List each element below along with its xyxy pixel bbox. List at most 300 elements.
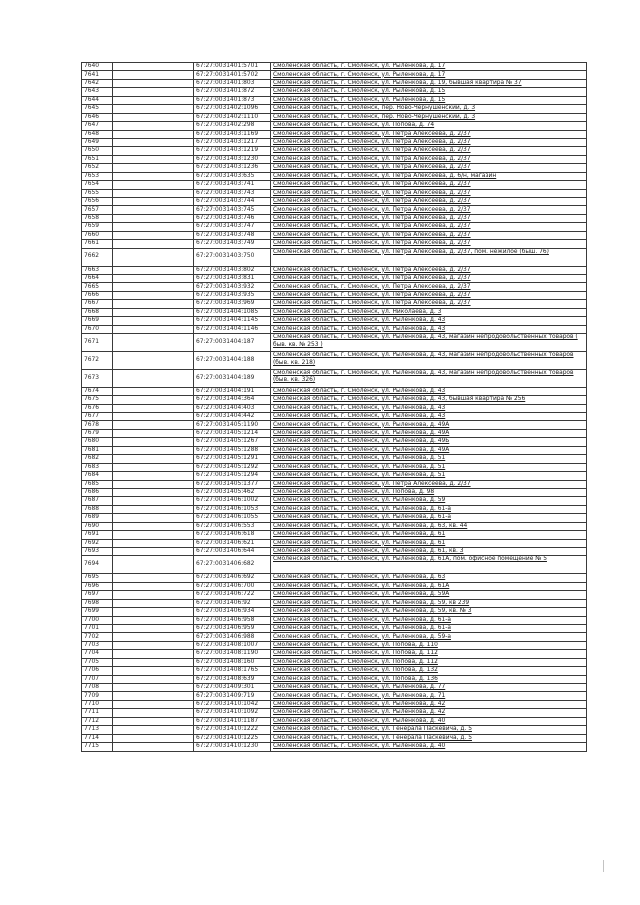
row-number-cell: 7641 bbox=[82, 71, 113, 79]
address-cell: Смоленская область, г. Смоленск, ул. Петра Алексеева, д. 2/37 bbox=[271, 240, 587, 248]
empty-cell bbox=[113, 633, 194, 641]
cadastral-number-cell: 67:27:0031410:1230 bbox=[194, 743, 271, 751]
scan-edge-mark bbox=[603, 860, 604, 872]
table-row bbox=[82, 396, 587, 404]
empty-cell bbox=[113, 88, 194, 96]
row-number-cell: 7691 bbox=[82, 531, 113, 539]
empty-cell bbox=[113, 582, 194, 590]
row-number-cell: 7672 bbox=[82, 351, 113, 369]
row-number-cell: 7712 bbox=[82, 717, 113, 725]
cadastral-number-cell: 67:27:0031410:1187 bbox=[194, 717, 271, 725]
address-cell: Смоленская область, г. Смоленск, ул. Петра Алексеева, д. 2/37 bbox=[271, 155, 587, 163]
address-cell: Смоленская область, г. Смоленск, ул. Рыленкова, д. 49А bbox=[271, 429, 587, 437]
address-cell: Смоленская область, г. Смоленск, ул. Рыленкова, д. 61 bbox=[271, 531, 587, 539]
row-number-cell: 7642 bbox=[82, 79, 113, 87]
cadastral-number-cell: 67:27:0031405:1294 bbox=[194, 472, 271, 480]
cadastral-number-cell: 67:27:0031403:741 bbox=[194, 181, 271, 189]
empty-cell bbox=[113, 155, 194, 163]
empty-cell bbox=[113, 743, 194, 751]
empty-cell bbox=[113, 726, 194, 734]
address-cell: Смоленская область, г. Смоленск, ул. Петра Алексеева, д. 2/37 bbox=[271, 283, 587, 291]
cadastral-number-cell: 67:27:0031403:1169 bbox=[194, 130, 271, 138]
row-number-cell: 7697 bbox=[82, 591, 113, 599]
address-cell: Смоленская область, г. Смоленск, ул. Рыленкова, д. 43 bbox=[271, 317, 587, 325]
table-row bbox=[82, 574, 587, 582]
table-row bbox=[82, 317, 587, 325]
row-number-cell: 7675 bbox=[82, 396, 113, 404]
table-row bbox=[82, 291, 587, 299]
table-row bbox=[82, 438, 587, 446]
table-row bbox=[82, 505, 587, 513]
table-row bbox=[82, 446, 587, 454]
cadastral-number-cell: 67:27:0031405:1291 bbox=[194, 455, 271, 463]
cadastral-number-cell: 67:27:0031410:1225 bbox=[194, 734, 271, 742]
row-number-cell: 7692 bbox=[82, 539, 113, 547]
cadastral-number-cell: 67:27:0031403:744 bbox=[194, 198, 271, 206]
address-cell: Смоленская область, г. Смоленск, ул. Генерала Паскевича, д. 5 bbox=[271, 734, 587, 742]
table-row bbox=[82, 283, 587, 291]
table-row bbox=[82, 413, 587, 421]
address-cell: Смоленская область, г. Смоленск, ул. Рыленкова, д. 71 bbox=[271, 692, 587, 700]
address-cell: Смоленская область, г. Смоленск, ул. Петра Алексеева, д. 2/37 bbox=[271, 231, 587, 239]
row-number-cell: 7640 bbox=[82, 63, 113, 71]
address-cell: Смоленская область, г. Смоленск, ул. Николаева, д. 3 bbox=[271, 308, 587, 316]
cadastral-number-cell: 67:27:0031404:188 bbox=[194, 351, 271, 369]
cadastral-number-cell: 67:27:0031408:160 bbox=[194, 658, 271, 666]
address-cell: Смоленская область, г. Смоленск, ул. Рыленкова, д. 61 bbox=[271, 539, 587, 547]
table-row bbox=[82, 198, 587, 206]
empty-cell bbox=[113, 608, 194, 616]
empty-cell bbox=[113, 599, 194, 607]
row-number-cell: 7704 bbox=[82, 650, 113, 658]
cadastral-number-cell: 67:27:0031406:621 bbox=[194, 539, 271, 547]
empty-cell bbox=[113, 198, 194, 206]
empty-cell bbox=[113, 369, 194, 387]
address-cell: Смоленская область, г. Смоленск, ул. Рыленкова, д. 77 bbox=[271, 684, 587, 692]
row-number-cell: 7665 bbox=[82, 283, 113, 291]
empty-cell bbox=[113, 291, 194, 299]
empty-cell bbox=[113, 675, 194, 683]
row-number-cell: 7706 bbox=[82, 667, 113, 675]
table-row bbox=[82, 231, 587, 239]
empty-cell bbox=[113, 387, 194, 395]
row-number-cell: 7650 bbox=[82, 147, 113, 155]
cadastral-number-cell: 67:27:0031408:1765 bbox=[194, 667, 271, 675]
cadastral-number-cell: 67:27:0031404:1085 bbox=[194, 308, 271, 316]
empty-cell bbox=[113, 283, 194, 291]
table-row bbox=[82, 463, 587, 471]
table-row bbox=[82, 472, 587, 480]
address-cell: Смоленская область, г. Смоленск, ул. Петра Алексеева, д. 2/37 bbox=[271, 291, 587, 299]
cadastral-number-cell: 67:27:0031406:1055 bbox=[194, 514, 271, 522]
table-row bbox=[82, 369, 587, 387]
empty-cell bbox=[113, 591, 194, 599]
empty-cell bbox=[113, 463, 194, 471]
address-cell: Смоленская область, г. Смоленск, ул. Рыленкова, д. 59, кв 239 bbox=[271, 599, 587, 607]
cadastral-number-cell: 67:27:0031404:403 bbox=[194, 404, 271, 412]
address-cell: Смоленская область, г. Смоленск, ул. Петра Алексеева, д. 2/37 bbox=[271, 214, 587, 222]
row-number-cell: 7678 bbox=[82, 421, 113, 429]
table-row bbox=[82, 480, 587, 488]
address-cell: Смоленская область, г. Смоленск, ул. Петра Алексеева, д. 2/37 bbox=[271, 198, 587, 206]
address-cell: Смоленская область, г. Смоленск, ул. Рыленкова, д. 17 bbox=[271, 63, 587, 71]
cadastral-number-cell: 67:27:0031403:743 bbox=[194, 189, 271, 197]
row-number-cell: 7708 bbox=[82, 684, 113, 692]
row-number-cell: 7714 bbox=[82, 734, 113, 742]
cadastral-number-cell: 67:27:0031409:719 bbox=[194, 692, 271, 700]
table-row bbox=[82, 633, 587, 641]
cadastral-number-cell: 67:27:0031408:1190 bbox=[194, 650, 271, 658]
table-row bbox=[82, 556, 587, 574]
empty-cell bbox=[113, 717, 194, 725]
empty-cell bbox=[113, 667, 194, 675]
table-row bbox=[82, 325, 587, 333]
address-cell: Смоленская область, г. Смоленск, ул. Рыленкова, д. 59 bbox=[271, 497, 587, 505]
table-row bbox=[82, 548, 587, 556]
table-row bbox=[82, 130, 587, 138]
row-number-cell: 7687 bbox=[82, 497, 113, 505]
table-row bbox=[82, 206, 587, 214]
address-cell: Смоленская область, г. Смоленск, ул. Рыленкова, д. 42 bbox=[271, 709, 587, 717]
table-row bbox=[82, 497, 587, 505]
empty-cell bbox=[113, 122, 194, 130]
cadastral-number-cell: 67:27:0031401:5701 bbox=[194, 63, 271, 71]
row-number-cell: 7667 bbox=[82, 300, 113, 308]
address-cell: Смоленская область, г. Смоленск, ул. Петра Алексеева, д. 2/37 bbox=[271, 189, 587, 197]
empty-cell bbox=[113, 616, 194, 624]
address-cell: Смоленская область, г. Смоленск, ул. Рыленкова, д. 61, кв. 3 bbox=[271, 548, 587, 556]
empty-cell bbox=[113, 488, 194, 496]
table-row bbox=[82, 88, 587, 96]
address-cell: Смоленская область, г. Смоленск, ул. Рыленкова, д. 43, бывшая квартира № 256 bbox=[271, 396, 587, 404]
table-row bbox=[82, 616, 587, 624]
table-row bbox=[82, 667, 587, 675]
table-row bbox=[82, 675, 587, 683]
empty-cell bbox=[113, 274, 194, 282]
address-cell: Смоленская область, г. Смоленск, ул. Петра Алексеева, д. 2/37 bbox=[271, 223, 587, 231]
table-row bbox=[82, 274, 587, 282]
table-row bbox=[82, 404, 587, 412]
cadastral-number-cell: 67:27:0031402:1096 bbox=[194, 105, 271, 113]
cadastral-number-cell: 67:27:0031406:92 bbox=[194, 599, 271, 607]
cadastral-number-cell: 67:27:0031408:1007 bbox=[194, 641, 271, 649]
table-row bbox=[82, 539, 587, 547]
empty-cell bbox=[113, 308, 194, 316]
row-number-cell: 7673 bbox=[82, 369, 113, 387]
table-row bbox=[82, 658, 587, 666]
cadastral-number-cell: 67:27:0031403:635 bbox=[194, 172, 271, 180]
empty-cell bbox=[113, 574, 194, 582]
table-row bbox=[82, 387, 587, 395]
empty-cell bbox=[113, 446, 194, 454]
table-row bbox=[82, 591, 587, 599]
cadastral-number-cell: 67:27:0031406:700 bbox=[194, 582, 271, 590]
empty-cell bbox=[113, 266, 194, 274]
row-number-cell: 7644 bbox=[82, 96, 113, 104]
cadastral-number-cell: 67:27:0031404:189 bbox=[194, 369, 271, 387]
address-cell: Смоленская область, г. Смоленск, ул. Рыленкова, д. 49Б bbox=[271, 438, 587, 446]
cadastral-number-cell: 67:27:0031405:1190 bbox=[194, 421, 271, 429]
address-cell: Смоленская область, г. Смоленск, ул. Рыленкова, д. 15 bbox=[271, 88, 587, 96]
table-row bbox=[82, 684, 587, 692]
table-row bbox=[82, 96, 587, 104]
cadastral-number-cell: 67:27:0031406:958 bbox=[194, 616, 271, 624]
table-row bbox=[82, 421, 587, 429]
row-number-cell: 7659 bbox=[82, 223, 113, 231]
empty-cell bbox=[113, 472, 194, 480]
empty-cell bbox=[113, 105, 194, 113]
row-number-cell: 7652 bbox=[82, 164, 113, 172]
row-number-cell: 7651 bbox=[82, 155, 113, 163]
row-number-cell: 7654 bbox=[82, 181, 113, 189]
address-cell: Смоленская область, г. Смоленск, ул. Рыленкова, д. 43, магазин непродовольственных товаров (быв. кв. 326) bbox=[271, 369, 587, 387]
address-cell: Смоленская область, г. Смоленск, ул. Рыленкова, д. 59, кв. № 3 bbox=[271, 608, 587, 616]
empty-cell bbox=[113, 189, 194, 197]
empty-cell bbox=[113, 404, 194, 412]
cadastral-number-cell: 67:27:0031403:1217 bbox=[194, 138, 271, 146]
table-row bbox=[82, 455, 587, 463]
empty-cell bbox=[113, 206, 194, 214]
address-cell: Смоленская область, г. Смоленск, ул. Рыленкова, д. 49А bbox=[271, 421, 587, 429]
empty-cell bbox=[113, 172, 194, 180]
row-number-cell: 7713 bbox=[82, 726, 113, 734]
address-cell: Смоленская область, г. Смоленск, ул. Рыленкова, д. 49А bbox=[271, 446, 587, 454]
table-row bbox=[82, 351, 587, 369]
table-row bbox=[82, 300, 587, 308]
row-number-cell: 7661 bbox=[82, 240, 113, 248]
row-number-cell: 7653 bbox=[82, 172, 113, 180]
address-cell: Смоленская область, г. Смоленск, ул. Попова, д. 110 bbox=[271, 641, 587, 649]
address-cell: Смоленская область, г. Смоленск, ул. Рыленкова, д. 43, магазин непродовольственных товаров ( быв. кв. № 253 ) bbox=[271, 334, 587, 352]
table-row bbox=[82, 429, 587, 437]
cadastral-number-cell: 67:27:0031401:873 bbox=[194, 96, 271, 104]
row-number-cell: 7671 bbox=[82, 334, 113, 352]
table-row bbox=[82, 223, 587, 231]
table-row bbox=[82, 71, 587, 79]
cadastral-number-cell: 67:27:0031405:1267 bbox=[194, 438, 271, 446]
table-row bbox=[82, 138, 587, 146]
row-number-cell: 7677 bbox=[82, 413, 113, 421]
row-number-cell: 7643 bbox=[82, 88, 113, 96]
cadastral-number-cell: 67:27:0031409:301 bbox=[194, 684, 271, 692]
address-cell: Смоленская область, г. Смоленск, ул. Попова, д. 132 bbox=[271, 667, 587, 675]
address-cell: Смоленская область, г. Смоленск, ул. Рыленкова, д. 40 bbox=[271, 717, 587, 725]
address-cell: Смоленская область, г. Смоленск, ул. Попова, д. 112 bbox=[271, 658, 587, 666]
cadastral-number-cell: 67:27:0031404:442 bbox=[194, 413, 271, 421]
empty-cell bbox=[113, 325, 194, 333]
table-row bbox=[82, 717, 587, 725]
empty-cell bbox=[113, 505, 194, 513]
address-cell: Смоленская область, г. Смоленск, ул. Рыленкова, д. 63, кв. 44 bbox=[271, 522, 587, 530]
table-row bbox=[82, 122, 587, 130]
empty-cell bbox=[113, 351, 194, 369]
empty-cell bbox=[113, 650, 194, 658]
table-row bbox=[82, 734, 587, 742]
row-number-cell: 7674 bbox=[82, 387, 113, 395]
cadastral-number-cell: 67:27:0031410:1222 bbox=[194, 726, 271, 734]
empty-cell bbox=[113, 181, 194, 189]
table-row bbox=[82, 641, 587, 649]
empty-cell bbox=[113, 455, 194, 463]
empty-cell bbox=[113, 700, 194, 708]
empty-cell bbox=[113, 522, 194, 530]
table-row bbox=[82, 172, 587, 180]
table-row bbox=[82, 308, 587, 316]
cadastral-number-cell: 67:27:0031410:1042 bbox=[194, 700, 271, 708]
cadastral-number-cell: 67:27:0031403:748 bbox=[194, 231, 271, 239]
row-number-cell: 7684 bbox=[82, 472, 113, 480]
table-row bbox=[82, 692, 587, 700]
row-number-cell: 7663 bbox=[82, 266, 113, 274]
row-number-cell: 7676 bbox=[82, 404, 113, 412]
row-number-cell: 7649 bbox=[82, 138, 113, 146]
address-cell: Смоленская область, г. Смоленск, ул. Рыленкова, д. 61-а bbox=[271, 616, 587, 624]
empty-cell bbox=[113, 130, 194, 138]
table-row bbox=[82, 214, 587, 222]
row-number-cell: 7715 bbox=[82, 743, 113, 751]
register-table-body bbox=[82, 63, 587, 752]
address-cell: Смоленская область, г. Смоленск, ул. Рыленкова, д. 43 bbox=[271, 404, 587, 412]
address-cell: Смоленская область, г. Смоленск, пер. Ново-Чернушенский, д. 3 bbox=[271, 105, 587, 113]
cadastral-number-cell: 67:27:0031401:5702 bbox=[194, 71, 271, 79]
row-number-cell: 7680 bbox=[82, 438, 113, 446]
cadastral-number-cell: 67:27:0031406:1002 bbox=[194, 497, 271, 505]
address-cell: Смоленская область, г. Смоленск, ул. Петра Алексеева, д. 2/37, пом. нежилое (быш. 76) bbox=[271, 248, 587, 266]
cadastral-number-cell: 67:27:0031403:1219 bbox=[194, 147, 271, 155]
empty-cell bbox=[113, 231, 194, 239]
empty-cell bbox=[113, 147, 194, 155]
empty-cell bbox=[113, 164, 194, 172]
cadastral-number-cell: 67:27:0031403:802 bbox=[194, 266, 271, 274]
row-number-cell: 7662 bbox=[82, 248, 113, 266]
row-number-cell: 7710 bbox=[82, 700, 113, 708]
address-cell: Смоленская область, г. Смоленск, ул. Петра Алексеева, д. 2/37 bbox=[271, 206, 587, 214]
address-cell: Смоленская область, г. Смоленск, ул. Попова, д. 136 bbox=[271, 675, 587, 683]
address-cell: Смоленская область, г. Смоленск, ул. Петра Алексеева, д. 2/37 bbox=[271, 181, 587, 189]
row-number-cell: 7648 bbox=[82, 130, 113, 138]
row-number-cell: 7699 bbox=[82, 608, 113, 616]
cadastral-number-cell: 67:27:0031403:749 bbox=[194, 240, 271, 248]
table-row bbox=[82, 105, 587, 113]
address-cell: Смоленская область, г. Смоленск, ул. Попова, д. 98 bbox=[271, 488, 587, 496]
address-cell: Смоленская область, г. Смоленск, ул. Рыленкова, д. 61А, пом. офисное помещение № 5 bbox=[271, 556, 587, 574]
row-number-cell: 7664 bbox=[82, 274, 113, 282]
cadastral-number-cell: 67:27:0031403:746 bbox=[194, 214, 271, 222]
address-cell: Смоленская область, г. Смоленск, ул. Рыленкова, д. 43 bbox=[271, 325, 587, 333]
address-cell: Смоленская область, г. Смоленск, ул. Рыленкова, д. 51 bbox=[271, 455, 587, 463]
row-number-cell: 7681 bbox=[82, 446, 113, 454]
row-number-cell: 7686 bbox=[82, 488, 113, 496]
row-number-cell: 7709 bbox=[82, 692, 113, 700]
table-row bbox=[82, 164, 587, 172]
row-number-cell: 7700 bbox=[82, 616, 113, 624]
row-number-cell: 7647 bbox=[82, 122, 113, 130]
table-row bbox=[82, 726, 587, 734]
address-cell: Смоленская область, г. Смоленск, ул. Рыленкова, д. 17 bbox=[271, 71, 587, 79]
address-cell: Смоленская область, г. Смоленск, ул. Петра Алексеева, д. 2/37 bbox=[271, 300, 587, 308]
table-row bbox=[82, 488, 587, 496]
address-cell: Смоленская область, г. Смоленск, ул. Петра Алексеева, д. 6/н, магазин bbox=[271, 172, 587, 180]
empty-cell bbox=[113, 692, 194, 700]
cadastral-number-cell: 67:27:0031406:1053 bbox=[194, 505, 271, 513]
row-number-cell: 7660 bbox=[82, 231, 113, 239]
table-row bbox=[82, 531, 587, 539]
table-row bbox=[82, 266, 587, 274]
row-number-cell: 7698 bbox=[82, 599, 113, 607]
row-number-cell: 7695 bbox=[82, 574, 113, 582]
cadastral-number-cell: 67:27:0031404:364 bbox=[194, 396, 271, 404]
address-cell: Смоленская область, г. Смоленск, ул. Петра Алексеева, д. 2/37 bbox=[271, 480, 587, 488]
address-cell: Смоленская область, г. Смоленск, ул. Рыленкова, д. 51 bbox=[271, 472, 587, 480]
cadastral-number-cell: 67:27:0031401:872 bbox=[194, 88, 271, 96]
cadastral-number-cell: 67:27:0031403:745 bbox=[194, 206, 271, 214]
cadastral-number-cell: 67:27:0031410:1092 bbox=[194, 709, 271, 717]
empty-cell bbox=[113, 96, 194, 104]
empty-cell bbox=[113, 480, 194, 488]
row-number-cell: 7655 bbox=[82, 189, 113, 197]
address-cell: Смоленская область, г. Смоленск, ул. Рыленкова, д. 51 bbox=[271, 463, 587, 471]
cadastral-number-cell: 67:27:0031406:618 bbox=[194, 531, 271, 539]
row-number-cell: 7690 bbox=[82, 522, 113, 530]
cadastral-number-cell: 67:27:0031406:644 bbox=[194, 548, 271, 556]
cadastral-number-cell: 67:27:0031408:639 bbox=[194, 675, 271, 683]
row-number-cell: 7689 bbox=[82, 514, 113, 522]
cadastral-number-cell: 67:27:0031406:553 bbox=[194, 522, 271, 530]
address-cell: Смоленская область, г. Смоленск, ул. Петра Алексеева, д. 2/37 bbox=[271, 266, 587, 274]
cadastral-number-cell: 67:27:0031403:1236 bbox=[194, 164, 271, 172]
address-cell: Смоленская область, г. Смоленск, ул. Рыленкова, д. 19, бывшая квартира № 37 bbox=[271, 79, 587, 87]
address-cell: Смоленская область, г. Смоленск, ул. Петра Алексеева, д. 2/37 bbox=[271, 130, 587, 138]
address-cell: Смоленская область, г. Смоленск, ул. Петра Алексеева, д. 2/37 bbox=[271, 274, 587, 282]
empty-cell bbox=[113, 138, 194, 146]
empty-cell bbox=[113, 497, 194, 505]
address-cell: Смоленская область, г. Смоленск, ул. Рыленкова, д. 61-а bbox=[271, 624, 587, 632]
row-number-cell: 7668 bbox=[82, 308, 113, 316]
row-number-cell: 7694 bbox=[82, 556, 113, 574]
row-number-cell: 7693 bbox=[82, 548, 113, 556]
row-number-cell: 7696 bbox=[82, 582, 113, 590]
table-row bbox=[82, 709, 587, 717]
address-cell: Смоленская область, г. Смоленск, ул. Рыленкова, д. 40 bbox=[271, 743, 587, 751]
address-cell: Смоленская область, г. Смоленск, ул. Рыленкова, д. 63 bbox=[271, 574, 587, 582]
cadastral-number-cell: 67:27:0031405:462 bbox=[194, 488, 271, 496]
cadastral-number-cell: 67:27:0031403:750 bbox=[194, 248, 271, 266]
cadastral-number-cell: 67:27:0031403:831 bbox=[194, 274, 271, 282]
address-cell: Смоленская область, г. Смоленск, пер. Ново-Чернушенский, д. 3 bbox=[271, 113, 587, 121]
cadastral-number-cell: 67:27:0031405:1292 bbox=[194, 463, 271, 471]
cadastral-number-cell: 67:27:0031405:1288 bbox=[194, 446, 271, 454]
empty-cell bbox=[113, 556, 194, 574]
address-cell: Смоленская область, г. Смоленск, ул. Попова, д. 74 bbox=[271, 122, 587, 130]
empty-cell bbox=[113, 641, 194, 649]
address-cell: Смоленская область, г. Смоленск, ул. Рыленкова, д. 61-а bbox=[271, 505, 587, 513]
address-cell: Смоленская область, г. Смоленск, ул. Рыленкова, д. 61А bbox=[271, 582, 587, 590]
cadastral-number-cell: 67:27:0031406:959 bbox=[194, 624, 271, 632]
cadastral-number-cell: 67:27:0031406:692 bbox=[194, 574, 271, 582]
empty-cell bbox=[113, 317, 194, 325]
empty-cell bbox=[113, 421, 194, 429]
empty-cell bbox=[113, 63, 194, 71]
table-row bbox=[82, 248, 587, 266]
address-cell: Смоленская область, г. Смоленск, ул. Рыленкова, д. 59-а bbox=[271, 633, 587, 641]
row-number-cell: 7682 bbox=[82, 455, 113, 463]
cadastral-number-cell: 67:27:0031405:1214 bbox=[194, 429, 271, 437]
row-number-cell: 7703 bbox=[82, 641, 113, 649]
table-row bbox=[82, 189, 587, 197]
empty-cell bbox=[113, 214, 194, 222]
cadastral-number-cell: 67:27:0031406:722 bbox=[194, 591, 271, 599]
empty-cell bbox=[113, 79, 194, 87]
